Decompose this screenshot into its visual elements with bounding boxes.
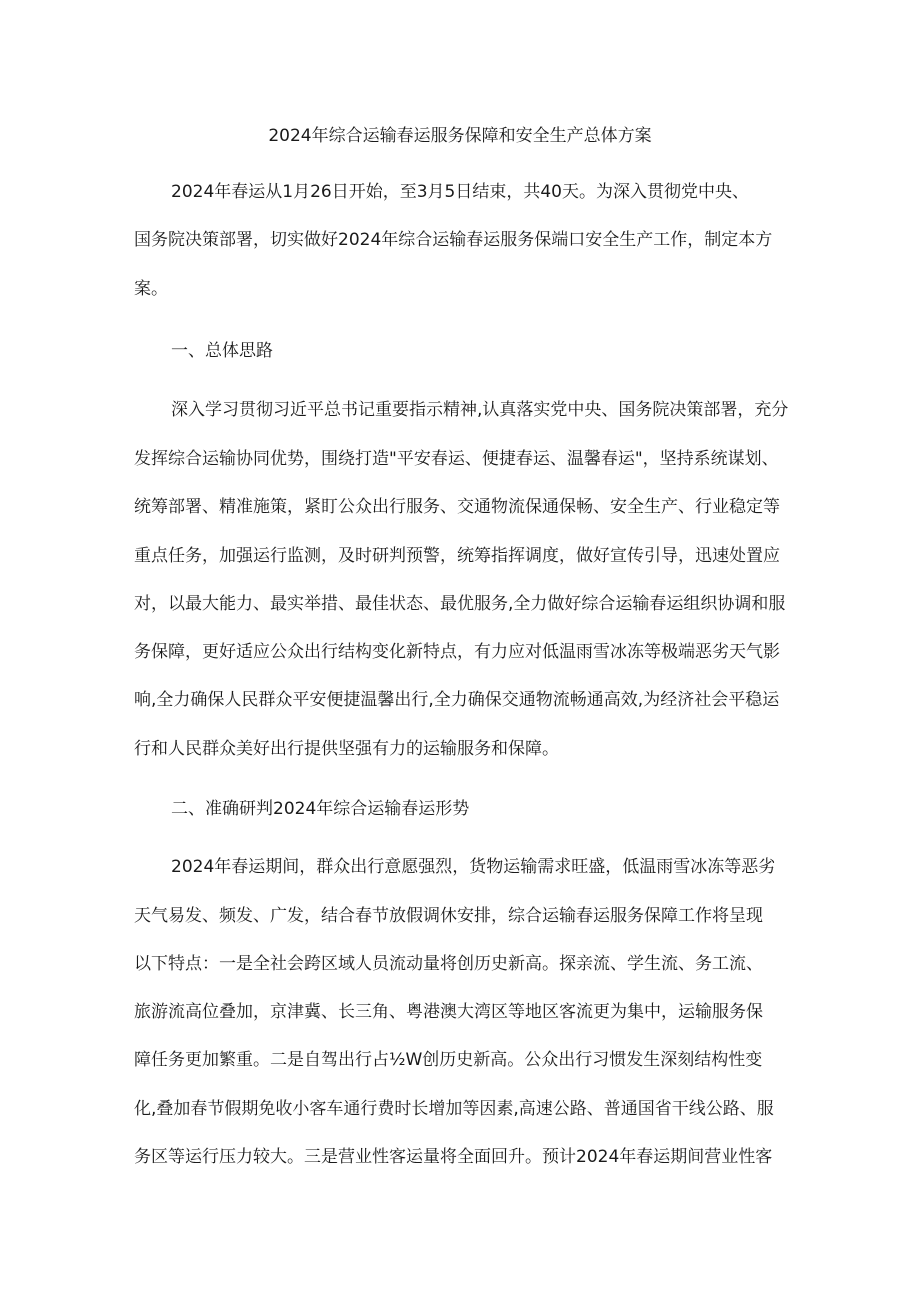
paragraph-line: 2024年春运期间，群众出行意愿强烈，货物运输需求旺盛，低温雨雪冰冻等恶劣: [171, 857, 776, 877]
paragraph-line: 重点任务，加强运行监测，及时研判预警，统筹指挥调度，做好宣传引导，迅速处置应: [134, 546, 780, 566]
paragraph-line: 国务院决策部署，切实做好2024年综合运输春运服务保端口安全生产工作，制定本方: [134, 230, 773, 250]
paragraph-line: 天气易发、频发、广发，结合春节放假调休安排，综合运输春运服务保障工作将呈现: [134, 906, 763, 926]
paragraph-line: 案。: [134, 279, 168, 299]
paragraph-line: 统筹部署、精准施策，紧盯公众出行服务、交通物流保通保畅、安全生产、行业稳定等: [134, 497, 780, 517]
section-heading: 二、准确研判2024年综合运输春运形势: [171, 799, 470, 819]
paragraph-line: 障任务更加繁重。二是自驾出行占½W创历史新高。公众出行习惯发生深刻结构性变: [134, 1050, 763, 1070]
paragraph-line: 务保障，更好适应公众出行结构变化新特点，有力应对低温雨雪冰冻等极端恶劣天气影: [134, 642, 780, 662]
section-heading: 一、总体思路: [171, 341, 273, 361]
paragraph-line: 深入学习贯彻习近平总书记重要指示精神,认真落实党中央、国务院决策部署，充分: [171, 400, 789, 420]
paragraph-line: 旅游流高位叠加，京津冀、长三角、粤港澳大湾区等地区客流更为集中，运输服务保: [134, 1002, 763, 1022]
document-title: 2024年综合运输春运服务保障和安全生产总体方案: [268, 126, 652, 146]
paragraph-line: 行和人民群众美好出行提供坚强有力的运输服务和保障。: [134, 739, 559, 759]
paragraph-line: 务区等运行压力较大。三是营业性客运量将全面回升。预计2024年春运期间营业性客: [134, 1147, 773, 1167]
paragraph-line: 响,全力确保人民群众平安便捷温馨出行,全力确保交通物流畅通高效,为经济社会平稳运: [134, 690, 780, 710]
paragraph-line: 发挥综合运输协同优势，围绕打造"平安春运、便捷春运、温馨春运"，坚持系统谋划、: [134, 449, 779, 469]
paragraph-line: 2024年春运从1月26日开始，至3月5日结束，共40天。为深入贯彻党中央、: [171, 182, 749, 202]
paragraph-line: 以下特点：一是全社会跨区域人员流动量将创历史新高。探亲流、学生流、务工流、: [134, 954, 763, 974]
paragraph-line: 对，以最大能力、最实举措、最佳状态、最优服务,全力做好综合运输春运组织协调和服: [134, 594, 786, 614]
paragraph-line: 化,叠加春节假期免收小客车通行费时长增加等因素,高速公路、普通国省干线公路、服: [134, 1099, 774, 1119]
